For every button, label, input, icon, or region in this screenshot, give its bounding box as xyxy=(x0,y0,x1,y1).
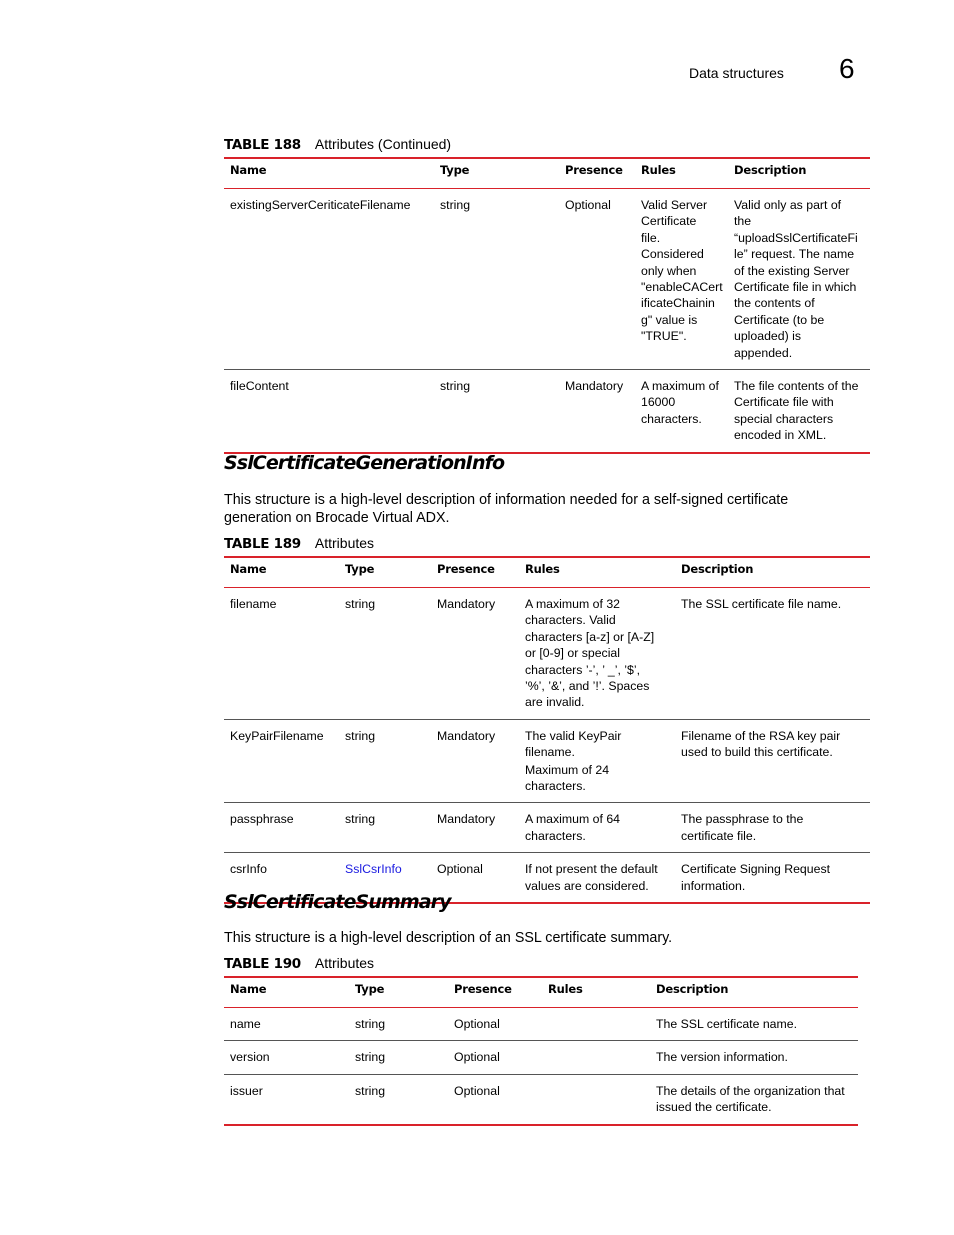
paragraph-line: This structure is a high-level description of an SSL certificate summary. xyxy=(224,930,673,946)
column-header-description: Description xyxy=(681,562,754,576)
cell-presence xyxy=(431,803,519,853)
cell-line: fileContent xyxy=(230,379,289,394)
cell-line: le” request. The name xyxy=(734,247,855,262)
cell-line: If not present the default xyxy=(525,862,658,877)
cell-line: Valid Server xyxy=(641,198,708,212)
paragraph-line: This structure is a high-level description of information needed for a self-signed certificate xyxy=(224,492,789,508)
cell-line: The SSL certificate file name. xyxy=(681,597,842,611)
cell-line: Mandatory xyxy=(565,379,624,394)
table-row xyxy=(224,803,870,853)
table-188-caption xyxy=(224,136,451,153)
cell-line: issued the certificate. xyxy=(656,1100,772,1115)
cell-line: issuer xyxy=(230,1083,263,1098)
column-header-rules: Rules xyxy=(525,562,560,576)
section-title-generation-info: SslCertificateGenerationInfo xyxy=(224,452,505,474)
cell-line: Mandatory xyxy=(437,812,496,827)
cell-name xyxy=(224,1074,349,1124)
cell-line: Mandatory xyxy=(437,728,496,743)
cell-line: characters. xyxy=(641,411,702,426)
cell-line: Certificate file in which xyxy=(734,280,857,295)
cell-line: ificateChainin xyxy=(641,296,715,311)
cell-rules xyxy=(542,1008,650,1041)
cell-type xyxy=(339,588,431,720)
cell-line: Maximum of 24 xyxy=(525,762,610,777)
cell-description xyxy=(728,189,870,370)
cell-line: the contents of xyxy=(734,296,815,311)
table-188 xyxy=(224,157,870,454)
cell-line: string xyxy=(355,1050,386,1065)
cell-line: The file contents of the xyxy=(734,379,859,394)
cell-line: name xyxy=(230,1017,261,1031)
cell-line: of the existing Server xyxy=(734,263,850,278)
table-189-caption-text: Attributes xyxy=(314,535,375,551)
cell-line: string xyxy=(345,597,376,611)
paragraph-line: generation on Brocade Virtual ADX. xyxy=(224,510,450,526)
cell-line: characters. xyxy=(525,828,586,843)
cell-line: certificate file. xyxy=(681,828,757,843)
cell-rules xyxy=(519,803,675,853)
cell-rules xyxy=(519,588,675,720)
table-190 xyxy=(224,976,858,1126)
table-header-row xyxy=(224,977,858,1008)
cell-line: Optional xyxy=(454,1017,500,1031)
cell-type xyxy=(434,189,559,370)
cell-line: Filename of the RSA key pair xyxy=(681,728,841,743)
cell-line: A maximum of xyxy=(641,379,719,394)
cell-line: “uploadSslCertificateFi xyxy=(734,230,858,245)
cell-line: Optional xyxy=(437,862,483,877)
table-190-caption xyxy=(224,955,374,972)
cell-line: g" value is xyxy=(641,312,698,327)
cell-line: "TRUE". xyxy=(641,329,687,344)
cell-line: The passphrase to the xyxy=(681,812,804,827)
cell-type xyxy=(349,1074,448,1124)
cell-line: Optional xyxy=(454,1083,500,1098)
cell-name xyxy=(224,719,339,803)
column-header-description: Description xyxy=(734,163,807,177)
cell-description xyxy=(675,803,870,853)
table-row xyxy=(224,719,870,803)
cell-rules xyxy=(542,1074,650,1124)
cell-line: string xyxy=(440,379,471,394)
cell-rules xyxy=(542,1041,650,1074)
cell-line: special characters xyxy=(734,411,834,426)
cell-type xyxy=(339,719,431,803)
cell-line: string xyxy=(355,1017,386,1031)
column-header-type: Type xyxy=(355,982,385,996)
cell-presence xyxy=(448,1008,542,1041)
cell-presence xyxy=(448,1041,542,1074)
cell-name xyxy=(224,1041,349,1074)
cell-line: are invalid. xyxy=(525,695,585,710)
cell-line: Certificate (to be xyxy=(734,312,825,327)
table-row xyxy=(224,588,870,720)
cell-type xyxy=(339,803,431,853)
cell-line: The details of the organization that xyxy=(656,1083,845,1098)
cell-line: characters ’-’, ’ _’, ’$’, xyxy=(525,662,641,677)
column-header-presence: Presence xyxy=(454,982,512,996)
table-190-caption-text: Attributes xyxy=(314,955,375,971)
cell-name xyxy=(224,370,434,453)
cell-line: A maximum of 64 xyxy=(525,812,620,827)
column-header-name: Name xyxy=(230,163,267,177)
table-row xyxy=(224,1008,858,1041)
cell-line: encoded in XML. xyxy=(734,428,827,443)
cell-line: filename. xyxy=(525,745,575,760)
cell-line: Certificate xyxy=(641,214,697,229)
cell-line: Considered xyxy=(641,247,704,262)
cell-presence xyxy=(559,370,635,453)
cell-line: KeyPairFilename xyxy=(230,728,324,743)
table-190-label: TABLE 190 xyxy=(224,956,301,972)
cell-line: characters. xyxy=(525,779,586,794)
cell-line: Optional xyxy=(454,1050,500,1065)
cell-line: uploaded) is xyxy=(734,329,801,344)
table-header-row xyxy=(224,158,870,189)
cell-line: the xyxy=(734,214,752,229)
column-header-presence: Presence xyxy=(565,163,623,177)
cell-description xyxy=(650,1074,858,1124)
column-header-rules: Rules xyxy=(641,163,676,177)
cell-type xyxy=(349,1041,448,1074)
table-row xyxy=(224,1041,858,1074)
column-header-description: Description xyxy=(656,982,729,996)
cell-description xyxy=(728,370,870,453)
table-188-caption-text: Attributes (Continued) xyxy=(314,136,452,152)
cell-line: string xyxy=(440,198,471,212)
cell-presence xyxy=(559,189,635,370)
cell-line: The SSL certificate name. xyxy=(656,1017,798,1031)
cell-name xyxy=(224,803,339,853)
cell-type xyxy=(349,1008,448,1041)
section-generation-paragraph xyxy=(224,491,864,527)
cell-presence xyxy=(448,1074,542,1124)
table-189-caption xyxy=(224,535,374,552)
cell-line: appended. xyxy=(734,345,793,360)
chapter-number: 6 xyxy=(839,53,855,84)
cell-line: Optional xyxy=(565,198,611,212)
cell-description xyxy=(650,1041,858,1074)
cell-line: characters. Valid xyxy=(525,613,616,628)
cell-type xyxy=(434,370,559,453)
cell-line: information. xyxy=(681,878,746,893)
column-header-name: Name xyxy=(230,982,267,996)
column-header-type: Type xyxy=(440,163,470,177)
section-title-summary: SslCertificateSummary xyxy=(224,891,451,913)
cell-line: version xyxy=(230,1050,270,1065)
cell-line: values are considered. xyxy=(525,878,649,893)
cell-line: Certificate Signing Request xyxy=(681,862,831,877)
cell-line: file. xyxy=(641,230,661,245)
table-189-label: TABLE 189 xyxy=(224,536,301,552)
cell-line: existingServerCeriticateFilename xyxy=(230,198,411,212)
section-summary-paragraph xyxy=(224,929,864,947)
cell-line: csrInfo xyxy=(230,862,267,877)
column-header-type: Type xyxy=(345,562,375,576)
type-link-sslcsrinfo[interactable]: SslCsrInfo xyxy=(345,862,402,877)
cell-name xyxy=(224,588,339,720)
cell-line: Valid only as part of xyxy=(734,198,842,212)
cell-line: The valid KeyPair xyxy=(525,728,622,743)
cell-name xyxy=(224,189,434,370)
cell-line: 16000 xyxy=(641,395,676,410)
cell-line: characters [a-z] or [A-Z] xyxy=(525,629,655,644)
cell-line: "enableCACert xyxy=(641,280,723,295)
cell-description xyxy=(675,719,870,803)
table-188-label: TABLE 188 xyxy=(224,137,301,153)
cell-line: The version information. xyxy=(656,1050,788,1065)
cell-name xyxy=(224,1008,349,1041)
cell-rules xyxy=(519,719,675,803)
cell-presence xyxy=(431,719,519,803)
cell-line: Certificate file with xyxy=(734,395,834,410)
cell-line: filename xyxy=(230,597,277,611)
cell-line: string xyxy=(345,812,376,827)
column-header-rules: Rules xyxy=(548,982,583,996)
cell-line: A maximum of 32 xyxy=(525,597,620,611)
cell-line: passphrase xyxy=(230,812,294,827)
table-header-row xyxy=(224,557,870,588)
running-header-title: Data structures xyxy=(689,65,784,81)
cell-rules xyxy=(635,370,728,453)
table-row xyxy=(224,1074,858,1124)
cell-line: or [0-9] or special xyxy=(525,646,621,661)
cell-line: used to build this certificate. xyxy=(681,745,833,760)
cell-line: string xyxy=(355,1083,386,1098)
cell-description xyxy=(675,853,870,903)
cell-line: only when xyxy=(641,263,697,278)
cell-line: string xyxy=(345,728,376,743)
cell-line: Mandatory xyxy=(437,597,496,611)
table-row xyxy=(224,189,870,370)
table-row xyxy=(224,370,870,453)
cell-rules xyxy=(519,853,675,903)
cell-rules xyxy=(635,189,728,370)
cell-line: ’%’, ’&’, and ’!’. Spaces xyxy=(525,679,650,694)
cell-presence xyxy=(431,588,519,720)
column-header-name: Name xyxy=(230,562,267,576)
column-header-presence: Presence xyxy=(437,562,495,576)
table-189 xyxy=(224,556,870,904)
cell-description xyxy=(650,1008,858,1041)
cell-description xyxy=(675,588,870,720)
